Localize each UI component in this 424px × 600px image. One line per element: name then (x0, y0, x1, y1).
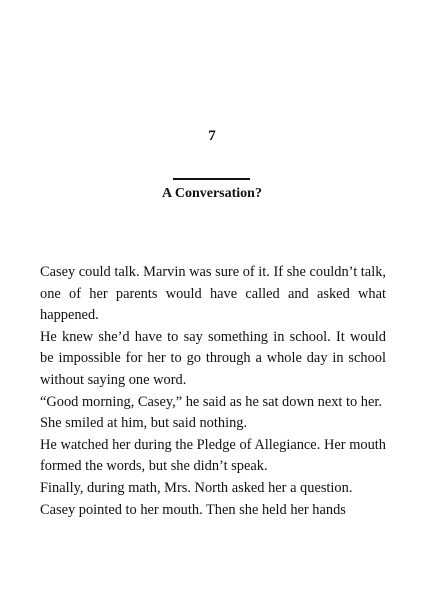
chapter-body (40, 262, 386, 521)
paragraph: He watched her during the Pledge of Allegiance. Her mouth formed the words, but she didn’t speak. (40, 436, 386, 475)
chapter-divider (173, 178, 250, 180)
paragraph: He knew she’d have to say something in school. It would be impossible for her to go through a whole day in school without saying one word. (40, 328, 386, 388)
paragraph: Finally, during math, Mrs. North asked her a question. (40, 479, 353, 496)
chapter-number: 7 (208, 128, 216, 144)
paragraph: “Good morning, Casey,” he said as he sat down next to her. (40, 393, 382, 410)
chapter-title: A Conversation? (162, 186, 262, 201)
paragraph: Casey pointed to her mouth. Then she held her hands (40, 501, 346, 518)
paragraph: She smiled at him, but said nothing. (40, 415, 248, 432)
paragraph: Casey could talk. Marvin was sure of it. If she couldn’t talk, one of her parents would have called and asked what happened. (40, 264, 386, 324)
